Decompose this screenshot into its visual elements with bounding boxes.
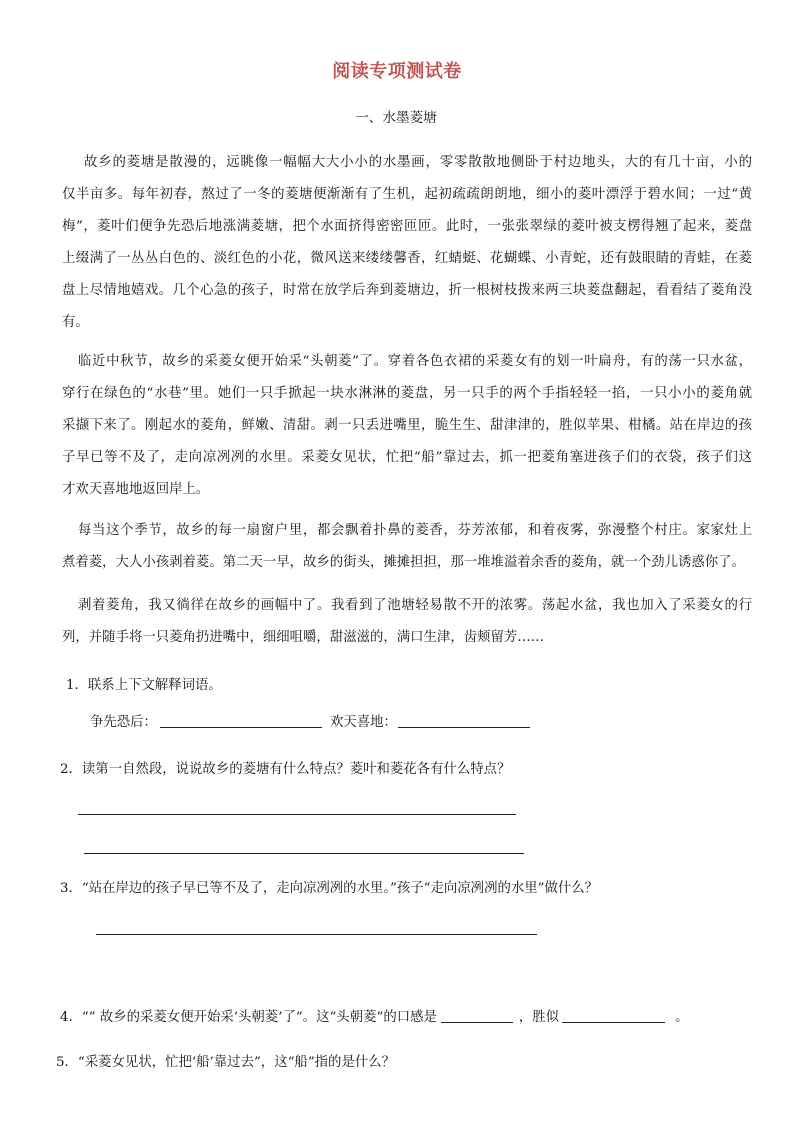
paragraph-line: 穿行在绿色的“水巷”里。她们一只手掀起一块水淋淋的菱盘，另一只手的两个手指轻轻一掐，一只小小的菱角就 <box>62 386 752 401</box>
passage-paragraph-3 <box>62 515 752 579</box>
answer-blank <box>398 713 530 728</box>
answer-line <box>96 934 537 935</box>
passage-paragraph-2 <box>62 346 752 506</box>
paragraph-line: 每当这个季节，故乡的每一扇窗户里，都会飘着扑鼻的菱香，芬芳浓郁，和着夜雾，弥漫整个村庄。家家灶上 <box>78 523 752 538</box>
question-5-prompt: 5．“采菱女见状，忙把‘船’靠过去”，这“船”指的是什么？ <box>56 1055 396 1070</box>
passage-paragraph-4 <box>62 590 752 654</box>
question-4-prompt-end: 。 <box>675 1010 689 1025</box>
answer-blank <box>562 1008 665 1023</box>
passage-paragraph-1 <box>62 147 752 339</box>
paragraph-line: 梅”，菱叶们便争先恐后地涨满菱塘，把个水面挤得密密匝匝。此时，一张张翠绿的菱叶被支楞得翘了起来，菱盘 <box>62 219 752 234</box>
document-title: 阅读专项测试卷 <box>332 61 462 82</box>
paragraph-line: 仅半亩多。每年初春，熬过了一冬的菱塘便渐渐有了生机，起初疏疏朗朗地，细小的菱叶漂浮于碧水间；一过“黄 <box>62 187 752 202</box>
paragraph-line: 子早已等不及了，走向凉冽冽的水里。采菱女见状，忙把“船”靠过去，抓一把菱角塞进孩子们的衣袋，孩子们这 <box>62 450 752 465</box>
question-3-prompt: 3．“站在岸边的孩子早已等不及了，走向凉冽冽的水里。”孩子“走向凉冽冽的水里”做什么？ <box>60 881 599 896</box>
question-2-prompt: 2．读第一自然段，说说故乡的菱塘有什么特点？菱叶和菱花各有什么特点？ <box>60 762 511 777</box>
paragraph-line: 煮着菱，大人小孩剥着菱。第二天一早，故乡的街头，摊摊担担，那一堆堆溢着余香的菱角，就一个劲儿诱惑你了。 <box>62 555 745 570</box>
section-title: 一、水墨菱塘 <box>355 110 437 126</box>
paragraph-line: 盘上尽情地嬉戏。几个心急的孩子，时常在放学后奔到菱塘边，折一根树枝拨来两三块菱盘翻起，看看结了菱角没 <box>62 283 752 298</box>
term-label: 争先恐后： <box>90 715 157 730</box>
paragraph-line: 上缀满了一丛丛白色的、淡红色的小花，微风送来缕缕馨香，红蜻蜓、花蝴蝶、小青蛇，还有鼓眼睛的青蛙，在菱 <box>62 251 752 266</box>
paragraph-line: 采撷下来了。刚起水的菱角，鲜嫩、清甜。剥一只丢进嘴里，脆生生、甜津津的，胜似苹果、柑橘。站在岸边的孩 <box>62 418 752 433</box>
question-4 <box>60 1008 688 1028</box>
paragraph-line: 才欢天喜地地返回岸上。 <box>62 482 210 497</box>
answer-blank <box>441 1008 513 1023</box>
paragraph-line: 临近中秋节，故乡的采菱女便开始采“头朝菱”了。穿着各色衣裙的采菱女有的划一叶扁舟，有的荡一只水盆， <box>78 354 752 369</box>
paragraph-line: 剥着菱角，我又徜徉在故乡的画幅中了。我看到了池塘轻易散不开的浓雾。荡起水盆，我也加入了采菱女的行 <box>78 598 752 613</box>
question-4-prompt-middle: ，胜似 <box>518 1010 560 1025</box>
question-1-terms <box>90 713 530 733</box>
paragraph-line: 列，并随手将一只菱角扔进嘴中，细细咀嚼，甜滋滋的，满口生津，齿颊留芳…… <box>62 630 545 645</box>
paragraph-line: 故乡的菱塘是散漫的，远眺像一幅幅大大小小的水墨画，零零散散地侧卧于村边地头，大的有几十亩，小的 <box>84 155 752 170</box>
answer-line <box>84 853 524 854</box>
answer-line <box>78 814 516 815</box>
question-4-prompt: 4．“” 故乡的采菱女便开始采‘头朝菱’了”。这“头朝菱”的口感是 <box>60 1010 437 1025</box>
answer-blank <box>160 713 322 728</box>
question-1-prompt: 1．联系上下文解释词语。 <box>66 678 222 693</box>
term-label: 欢天喜地： <box>329 715 397 730</box>
paragraph-line: 有。 <box>62 315 89 330</box>
